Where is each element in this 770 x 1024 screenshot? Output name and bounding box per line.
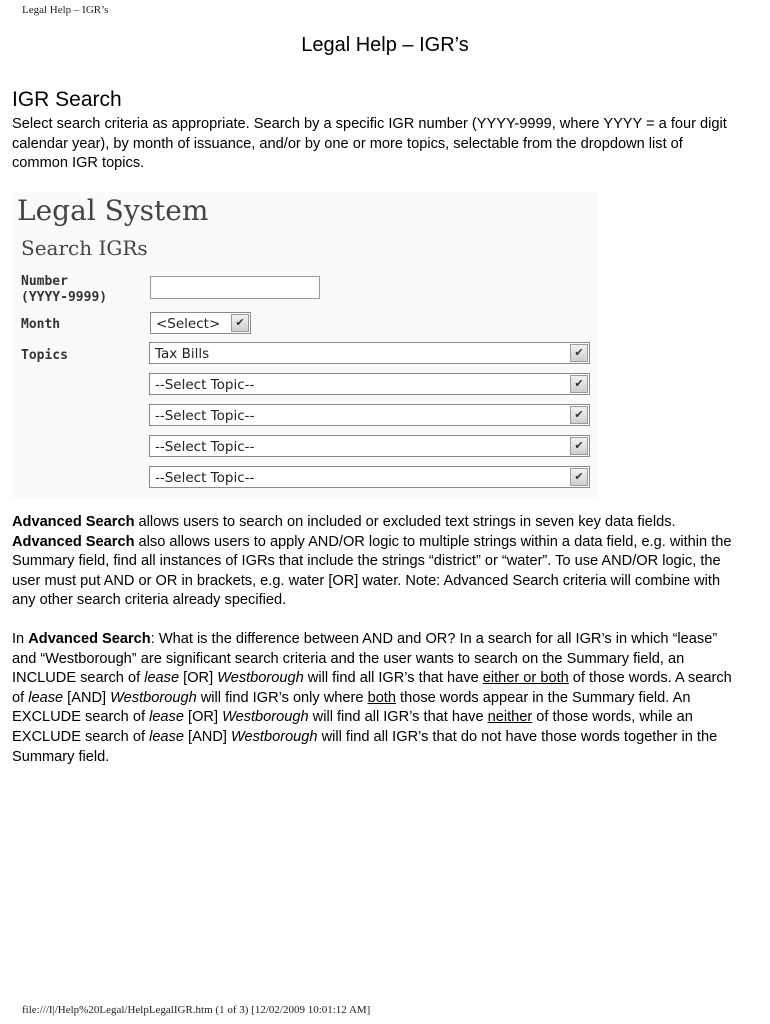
term-westborough: Westborough bbox=[231, 728, 318, 745]
number-label: Number (YYYY-9999) bbox=[21, 274, 108, 305]
chevron-down-icon[interactable]: ✔ bbox=[570, 375, 588, 393]
text-run: [AND] bbox=[183, 728, 231, 745]
text-run: [OR] bbox=[183, 709, 223, 726]
chevron-down-icon[interactable]: ✔ bbox=[570, 344, 588, 362]
topic-selected-value: --Select Topic-- bbox=[155, 470, 255, 486]
topic-select-1[interactable] bbox=[149, 342, 590, 364]
month-selected-value: <Select> bbox=[156, 316, 221, 332]
running-header: Legal Help – IGR’s bbox=[22, 4, 109, 16]
topics-label: Topics bbox=[21, 348, 68, 363]
term-advanced-search: Advanced Search bbox=[12, 533, 135, 550]
emphasis-either-or-both: either or both bbox=[482, 670, 569, 687]
term-lease: lease bbox=[28, 689, 64, 706]
term-westborough: Westborough bbox=[110, 689, 197, 706]
section-heading: IGR Search bbox=[12, 88, 122, 111]
text-run: also allows users to apply AND/OR logic to multiple strings within a data field, e.g. within the Summary field, find all instances of IGRs that include the strings “district” or “water”. To use AND/OR logic, the user must put AND or OR in brackets, e.g. water [OR] water. Note: Advanced Search criteria will combine with any other search criteria already specified. bbox=[12, 533, 732, 609]
text-run: will find all IGR’s that have bbox=[308, 709, 488, 726]
topic-select-4[interactable] bbox=[149, 435, 590, 457]
search-form-screenshot bbox=[12, 192, 598, 498]
topic-select-3[interactable] bbox=[149, 404, 590, 426]
text-run: In bbox=[12, 631, 29, 647]
text-run: will find all IGR’s that do not have those words together in the Summary field. bbox=[12, 728, 718, 765]
topic-selected-value: --Select Topic-- bbox=[155, 408, 255, 424]
text-run: will find IGR’s only where bbox=[196, 689, 368, 706]
text-run: of those words, while an EXCLUDE search of bbox=[12, 709, 693, 745]
chevron-down-icon[interactable]: ✔ bbox=[570, 406, 588, 424]
month-label: Month bbox=[21, 317, 61, 332]
topic-select-5[interactable] bbox=[149, 466, 590, 488]
text-run: of those words. A search of bbox=[12, 670, 732, 706]
term-advanced-search: Advanced Search bbox=[28, 631, 151, 647]
chevron-down-icon[interactable]: ✔ bbox=[570, 468, 588, 486]
topic-selected-value: --Select Topic-- bbox=[155, 439, 255, 455]
term-lease: lease bbox=[149, 728, 184, 745]
text-run: allows users to search on included or excluded text strings in seven key data fields. bbox=[134, 514, 676, 530]
topic-selected-value: --Select Topic-- bbox=[155, 377, 255, 393]
page-title: Legal Help – IGR’s bbox=[301, 34, 469, 56]
topic-select-2[interactable] bbox=[149, 373, 590, 395]
text-run: : What is the difference between AND and OR? In a search for all IGR’s in which “lease” and “Westborough” are significant search criteria and the user wants to search on the Summary field, an INCLUDE search of bbox=[12, 631, 718, 687]
intro-paragraph: Select search criteria as appropriate. Search by a specific IGR number (YYYY-9999, where YYYY = a four digit calendar year), by month of issuance, and/or by one or more topics, selectable from the dropdown list of common IGR topics. bbox=[12, 116, 727, 172]
text-run: [OR] bbox=[179, 670, 218, 687]
form-subtitle: Search IGRs bbox=[21, 236, 148, 260]
number-input[interactable] bbox=[150, 276, 320, 299]
text-run: those words appear in the Summary field. An EXCLUDE search of bbox=[12, 689, 691, 726]
text-run: will find all IGR’s that have bbox=[303, 670, 483, 687]
page-footer: file:///I|/Help%20Legal/HelpLegalIGR.htm (1 of 3) [12/02/2009 10:01:12 AM] bbox=[22, 1004, 371, 1016]
term-lease: lease bbox=[149, 709, 184, 726]
advanced-search-paragraph-1 bbox=[12, 513, 738, 611]
month-select[interactable] bbox=[150, 312, 251, 334]
chevron-down-icon[interactable]: ✔ bbox=[231, 314, 249, 332]
term-lease: lease bbox=[144, 670, 180, 687]
app-title: Legal System bbox=[17, 194, 209, 227]
emphasis-both: both bbox=[367, 689, 396, 706]
term-advanced-search: Advanced Search bbox=[12, 514, 135, 530]
chevron-down-icon[interactable]: ✔ bbox=[570, 437, 588, 455]
topic-selected-value: Tax Bills bbox=[155, 346, 210, 362]
term-westborough: Westborough bbox=[222, 709, 309, 726]
term-westborough: Westborough bbox=[217, 670, 304, 687]
emphasis-neither: neither bbox=[487, 709, 533, 726]
advanced-search-paragraph-2 bbox=[12, 630, 738, 767]
text-run: [AND] bbox=[63, 689, 111, 706]
